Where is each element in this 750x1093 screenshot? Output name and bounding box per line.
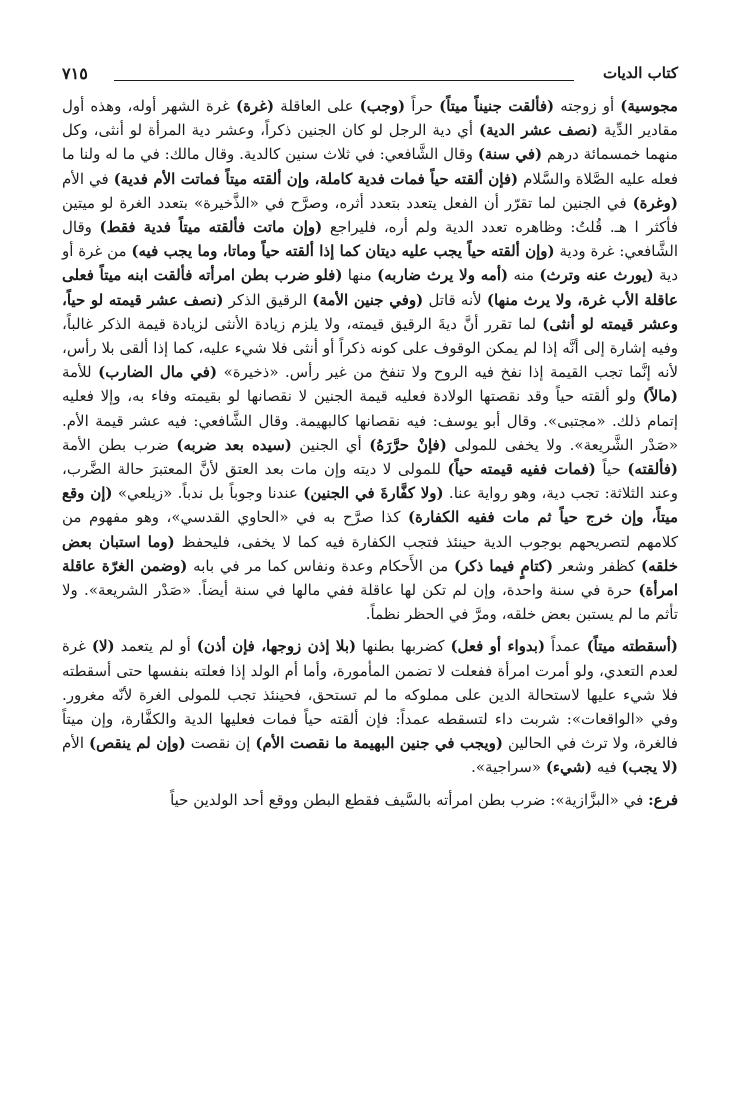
matn-text: (سيده بعد ضربه) — [176, 435, 292, 454]
matn-text: (بلا إذن زوجها، فإن أذن) — [196, 637, 357, 656]
matn-text: مجوسية) — [620, 97, 678, 115]
commentary-text: غرة الشهر أوله، وهذه أول مقادير الدِّية — [62, 97, 678, 140]
commentary-text: منها — [342, 266, 378, 285]
running-header — [62, 64, 678, 84]
commentary-text: إن نقصت — [185, 734, 256, 753]
matn-text: (ولا كفَّارةَ في الجنين) — [303, 484, 444, 503]
matn-text: (وغرة) — [632, 193, 678, 212]
matn-text: (وإن لم ينقص) — [89, 734, 186, 753]
matn-text: (غرة) — [235, 97, 275, 115]
matn-text: (أمه ولا يرث ضاربه) — [377, 266, 509, 285]
commentary-text: في الجنين لما تقرّر أن الفعل يتعدد بتعدد أثره، وصرَّح في «الذَّخيرة» بتعدد الغرة لو ميتين فأكثر ا هـ. قُلتُ: وظاهره تعدد الدية ولم أره، فليراجع — [62, 193, 678, 237]
commentary-text: أي الجنين — [291, 435, 370, 454]
paragraph — [62, 94, 678, 626]
commentary-text: حياً — [595, 460, 628, 479]
matn-text: (نصف عشر الدية) — [478, 121, 599, 140]
matn-text: (فلو ضرب بطن امرأته فألقت ابنه ميتاً فعلى عاقلة الأب غرة، ولا يرث منها) — [62, 266, 678, 309]
matn-text: (بدواء أو فعل) — [450, 637, 546, 656]
commentary-text: كضربها بطنها — [356, 637, 451, 656]
commentary-text: كظفر وشعر — [553, 556, 642, 575]
matn-text: (كتامٍ فيما ذكر) — [453, 556, 554, 575]
matn-text: (لا يجب) — [621, 758, 678, 777]
matn-text: (في مال الضارب) — [98, 363, 218, 382]
commentary-text: للأمة — [62, 363, 99, 382]
matn-text: (وجب) — [359, 97, 406, 115]
commentary-text: كذا صرَّح به في «الحاوي القدسي»، وهو مفهوم من كلامهم لتصريحهم بوجوب الدية حينئذ فتجب الكفارة فيه كما لا يخفى، فليحفظ — [62, 508, 678, 551]
commentary-text: حرة في سنة واحدة، وإن لم تكن لها عاقلة ففي مالها في سنة أيضاً. «صَدْر الشريعة». ولا تأثم ما لم يستبن بعض خلقه، ومرَّ في الحظر نظماً. — [62, 581, 678, 624]
matn-text: (نصف عشر قيمته لو حياً، وعشر قيمته لو أنثى) — [62, 290, 679, 333]
matn-text: (فألقت جنيناً ميتاً) — [439, 97, 555, 115]
commentary-text: أو لم يتعمد — [114, 637, 197, 656]
commentary-text: في الأم — [62, 169, 114, 188]
matn-text: (وفي جنين الأمة) — [312, 290, 424, 309]
matn-text: (وإن ماتت فألقته ميتاً فدية فقط) — [99, 218, 323, 237]
matn-text: (ويجب في جنين البهيمة ما نقصت الأم) — [255, 734, 503, 753]
commentary-text: ضرب بطن الأمة — [62, 435, 177, 454]
commentary-text: أو زوجته — [554, 97, 621, 115]
matn-text: (شيء) — [545, 758, 593, 777]
commentary-text: وقال الشَّافعي: غرة ودية — [62, 218, 678, 261]
commentary-text: وقال الشَّافعي: في ثلاث سنين كالدية. وقال مالك: في ما له ولنا ما فعله عليه الصَّلاة والسَّلام — [62, 145, 678, 188]
commentary-text: في «البزَّازية»: ضرب بطن امرأته بالسَّيف فقطع البطن ووقع أحد الولدين حياً — [170, 790, 649, 809]
commentary-text: على العاقلة — [274, 97, 360, 115]
matn-text: (فألقته) — [627, 460, 678, 479]
matn-text: (فمات ففيه قيمته حياً) — [447, 460, 596, 479]
commentary-text: فيه — [592, 758, 622, 777]
paragraph — [62, 788, 678, 812]
commentary-text: ولو ألقته حياً وقد نقصتها الولادة فعليه قيمة الجنين لا نقصانها لو بقيمته وفاء به، وإلا فعليه إتمام ذلك. «مجتبى». وقال أبو يوسف: فيه نقصانها كالبهيمة. وقال الشَّافعي: فيه عشر قيمة الأم. «صَدْر الشَّريعة». ولا يخفى للمولى — [62, 387, 678, 454]
matn-text: (أسقطته ميتاً) — [586, 637, 678, 656]
commentary-text: أي دية الرجل لو كان الجنين ذكراً، وعشر دية المرأة لو أنثى، وكل منهما خمسمائة درهم — [62, 121, 679, 164]
commentary-text: من الأَحكام وعدة ونفاس كما مر في بابه — [187, 556, 454, 575]
matn-text: (وإن ألقته حياً يجب عليه ديتان كما إذا ألقته حياً وماتا، وما يجب فيه) — [131, 242, 555, 261]
matn-text: (وضمن الغرّة عاقلة امرأة) — [62, 556, 678, 600]
paragraph — [62, 634, 678, 779]
commentary-text: الرقيق الذكر — [223, 290, 313, 309]
matn-text: (في سنة) — [477, 145, 543, 164]
body-text — [62, 94, 678, 812]
commentary-text: غرة لعدم التعدي، ولو أمرت امرأة ففعلت لا تضمن المأمورة، وأما أم الولد إذا فعلته بنفسها حتى أسقطته فلا شيء عليها لاستحالة الدين على مملوكه ما لم تستحق، فحينئذ تجب للمولى الغرة لأنّه مغرور. وفي «الواقعات»: شربت داء لتسقطه عمداً: فإن ألقته حياً فمات فعليها الدية والكفَّارة، وإن ميتاً فالغرة، ولا ترث في الحالين — [62, 637, 678, 753]
matn-text: (فإنْ حرَّرَهُ) — [369, 435, 447, 454]
matn-text: (لا) — [91, 637, 115, 656]
chapter-title: كتاب الديات — [602, 64, 678, 82]
commentary-text: «سراجية». — [471, 758, 546, 777]
matn-text: (وما استبان بعض خلقه) — [62, 532, 678, 575]
commentary-text: حراً — [405, 97, 440, 115]
matn-text: فرع: — [648, 790, 678, 809]
commentary-text: لأنه قاتل — [423, 290, 487, 309]
commentary-text: للمولى لا ديته وإن مات بعد العتق لأنَّ المعتبرَ حالة الضَّرب، وعند الثلاثة: تجب دية، وهو رواية عنا. — [62, 460, 678, 503]
commentary-text: الأم — [62, 734, 89, 753]
matn-text: (مالاً) — [642, 387, 678, 406]
matn-text: (إن وقع ميتاً، وإن خرج حياً ثم مات ففيه الكفارة) — [62, 484, 678, 527]
commentary-text: عمداً — [545, 637, 587, 656]
page-number: ٧١٥ — [62, 64, 88, 83]
header-rule — [114, 80, 574, 81]
commentary-text: لما تقرر أنَّ ديةَ الرقيق قيمته، ولا يلزم زيادة الأنثى لزيادة قيمة الذكر غالباً، وفيه إشارة إلى أنَّه إذا لم يمكن الوقوف على كونه ذكراً أو أنثى فلا شيء عليه، كما إذا ألقى بلا رأس، لأنه إنَّما تجب القيمة إذا نفخ فيه الروح ولا تنفخ من غير رأس. «ذخيرة» — [62, 314, 679, 382]
matn-text: (يورث عنه وترث) — [539, 266, 654, 285]
matn-text: (فإن ألقته حياً فمات فدية كاملة، وإن ألقته ميتاً فماتت الأم فدية) — [113, 169, 519, 188]
commentary-text: منه — [508, 266, 540, 285]
commentary-text: من غرة أو دية — [62, 242, 678, 285]
commentary-text: عندنا وجوباً بل ندباً. «زيلعي» — [112, 484, 304, 503]
